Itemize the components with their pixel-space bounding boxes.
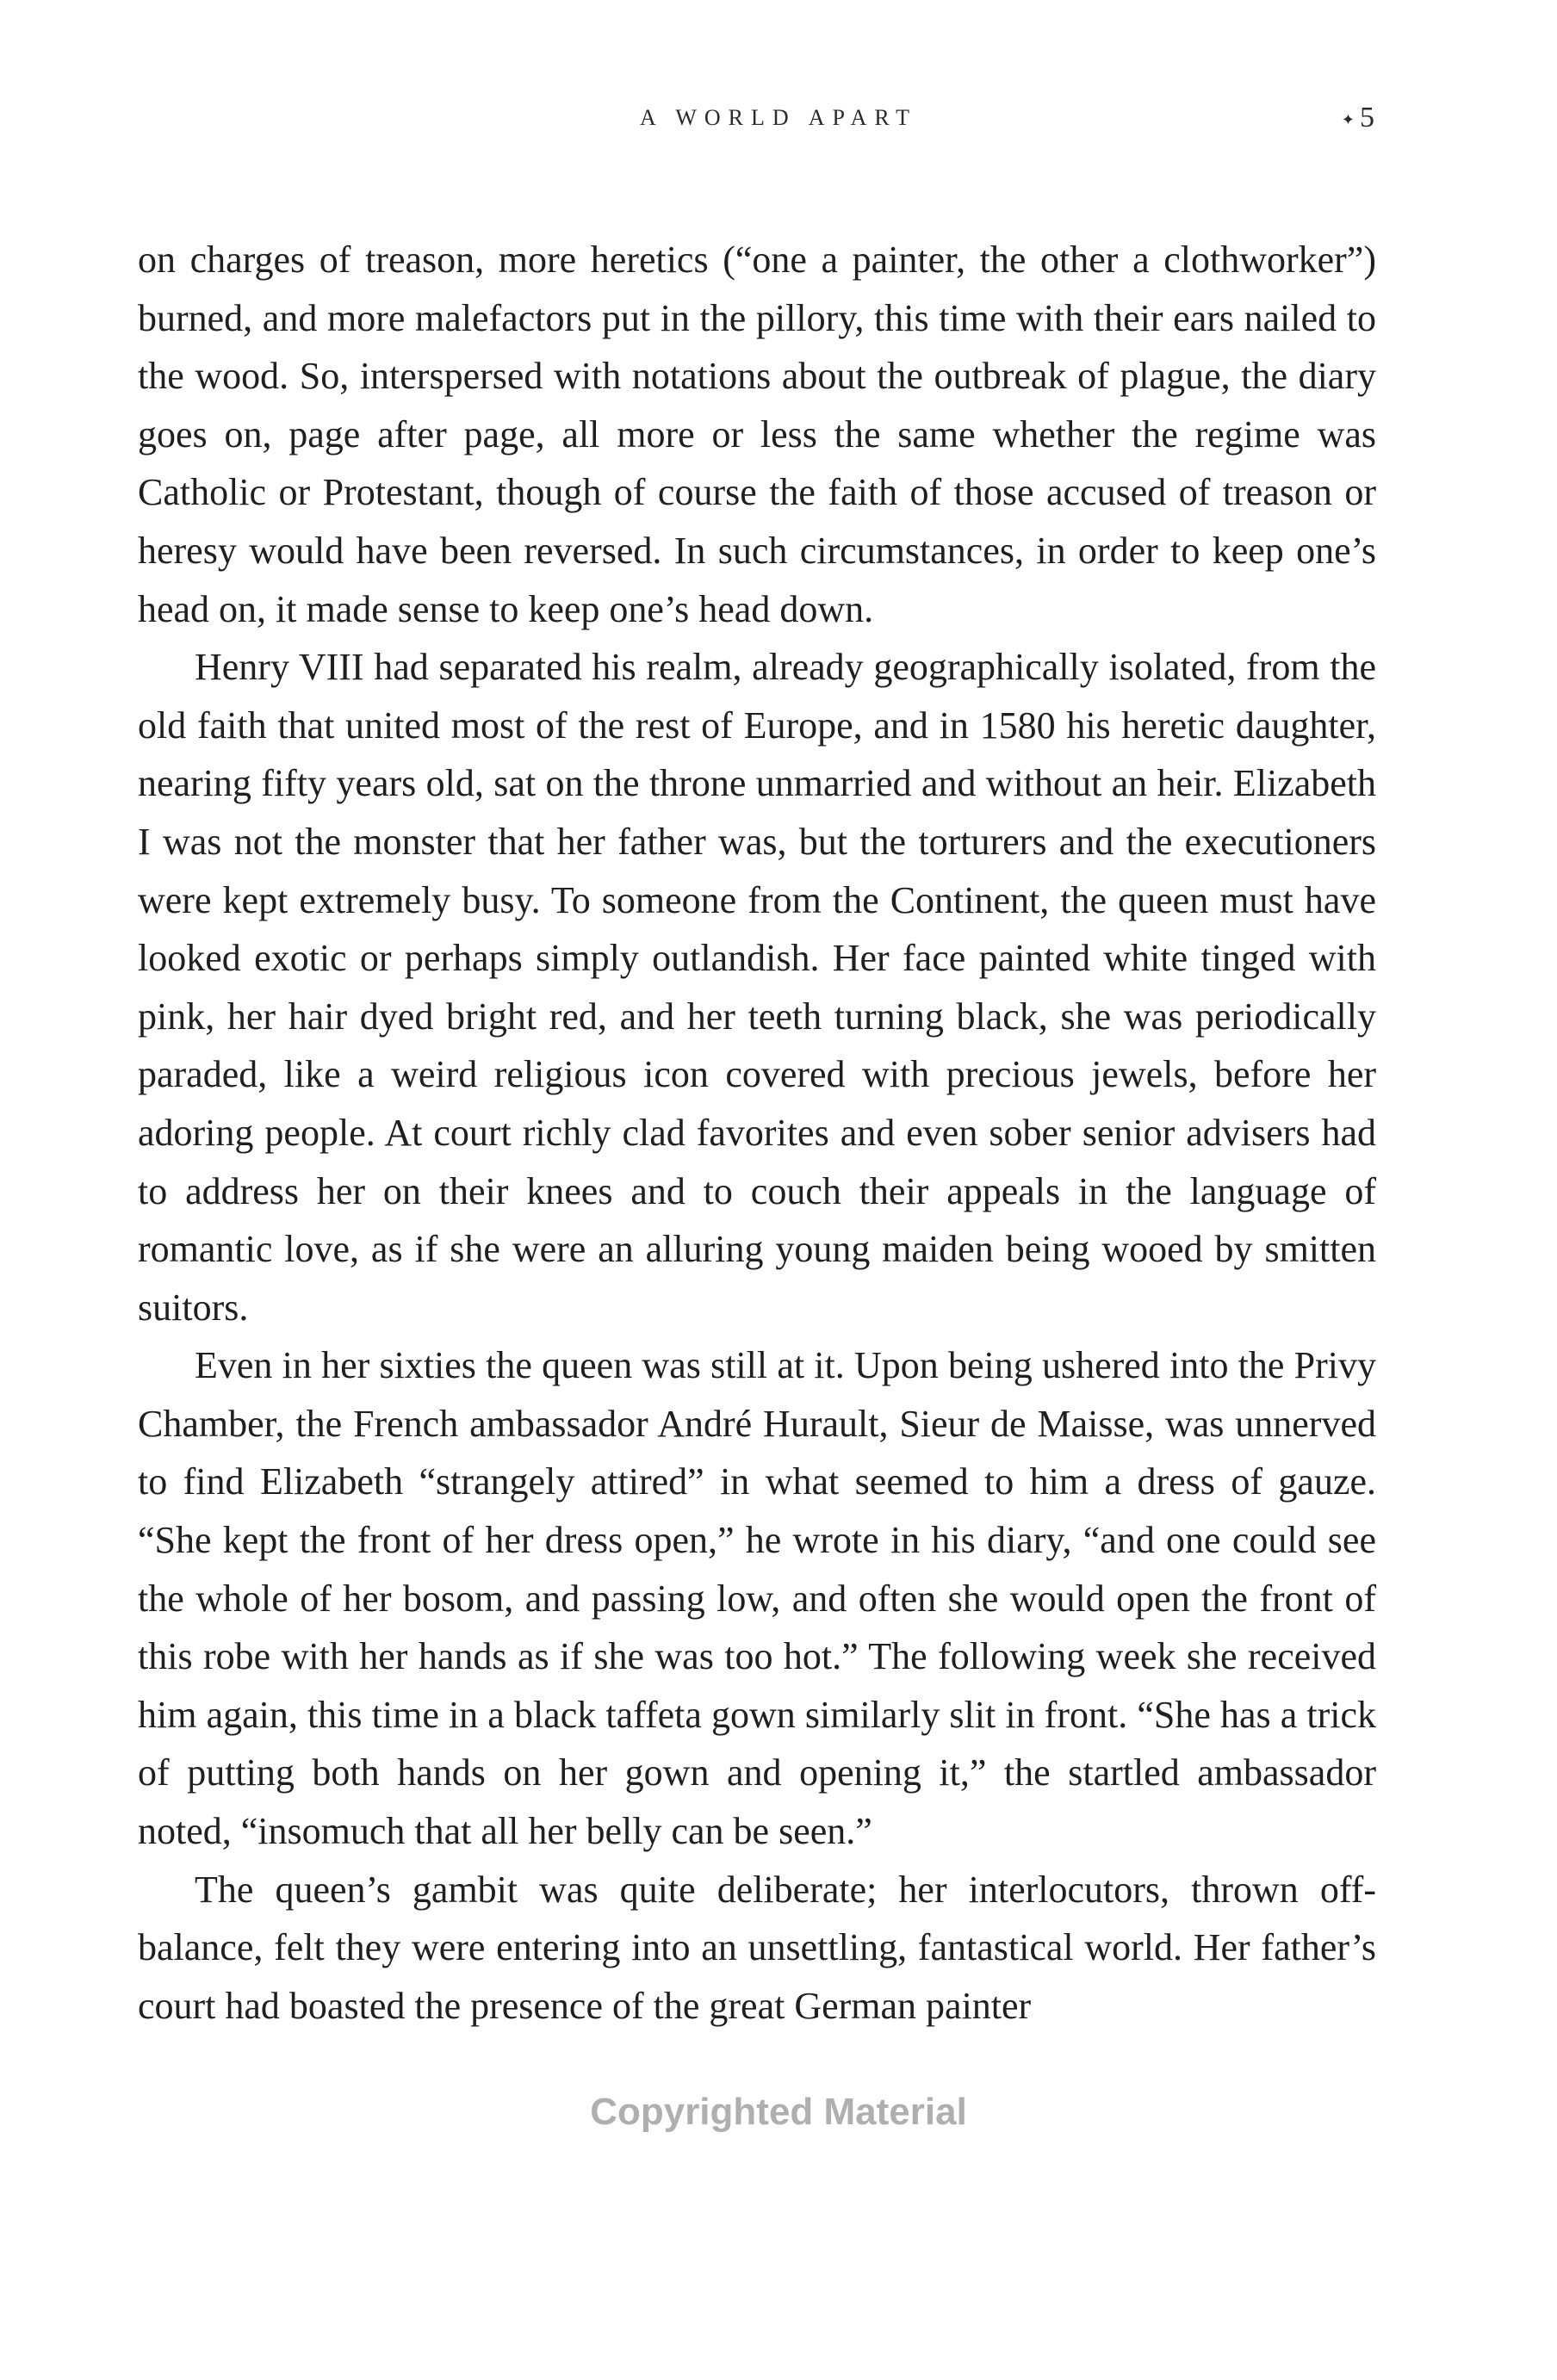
paragraph: Henry VIII had separated his realm, already geographically isolated, from the old faith that united most of the rest of Europe, and in 1580 his heretic daughter, nearing fifty years old, sat on the throne unmarried and without an heir. Elizabeth I was not the monster that her father was, but the torturers and the executioners were kept extremely busy. To someone from the Continent, the queen must have looked exotic or perhaps simply outlandish. Her face painted white tinged with pink, her hair dyed bright red, and her teeth turning black, she was periodically paraded, like a weird religious icon covered with precious jewels, before her adoring people. At court richly clad favorites and even sober senior advisers had to address her on their knees and to couch their appeals in the language of romantic love, as if she were an alluring young maiden being wooed by smitten suitors. [138,646,1376,1329]
ornament-icon: ✦ [1341,110,1355,128]
page-number-value: 5 [1360,102,1374,133]
copyright-watermark: Copyrighted Material [590,2091,967,2133]
paragraph: on charges of treason, more heretics (“one a painter, the other a clothworker”) burned, and more malefactors put in the pillory, this time with their ears nailed to the wood. So, interspersed with notations about the outbreak of plague, the diary goes on, page after page, all more or less the same whether the regime was Catholic or Protestant, though of course the faith of those accused of treason or heresy would have been reversed. In such circumstances, in order to keep one’s head on, it made sense to keep one’s head down. [138,239,1376,630]
page-number [1342,102,1374,134]
body-text [138,231,1376,2035]
paragraph: Even in her sixties the queen was still at it. Upon being ushered into the Privy Chamber, the French ambassador André Hurault, Sieur de Maisse, was unnerved to find Elizabeth “strangely attired” in what seemed to him a dress of gauze. “She kept the front of her dress open,” he wrote in his diary, “and one could see the whole of her bosom, and passing low, and often she would open the front of this robe with her hands as if she was too hot.” The following week she received him again, this time in a black taffeta gown similarly slit in front. “She has a trick of putting both hands on her gown and opening it,” the startled ambassador noted, “insomuch that all her belly can be seen.” [138,1344,1376,1853]
running-head: A WORLD APART [639,105,918,130]
paragraph: The queen’s gambit was quite deliberate; her interlocutors, thrown off-balance, felt they were entering into an unsettling, fantastical world. Her father’s court had boasted the presence of the great German painter [138,1868,1376,2027]
